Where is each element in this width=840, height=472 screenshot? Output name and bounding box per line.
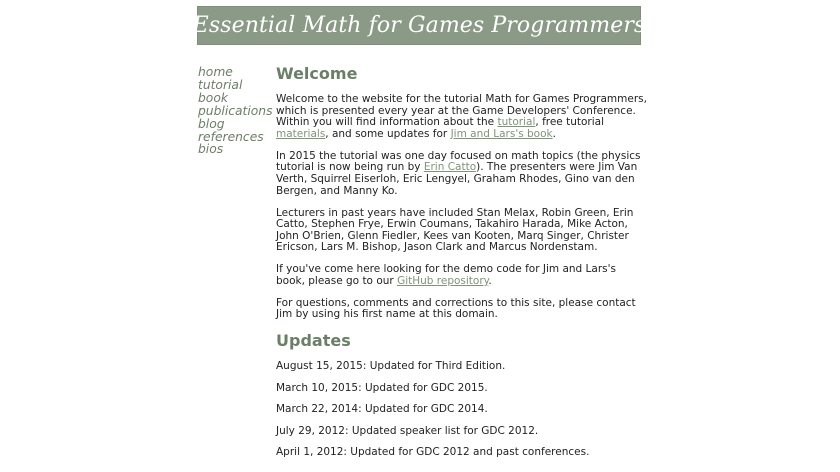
text: , free tutorial [535,116,605,129]
site-banner [192,6,646,45]
presenters-paragraph [276,151,648,197]
tutorial-link[interactable]: tutorial [497,116,536,129]
update-item: August 15, 2015: Updated for Third Edition. [276,360,506,373]
demo-code-paragraph [276,264,648,287]
sidebar-nav [198,65,273,157]
nav-bios[interactable]: bios [198,142,224,157]
main-content [276,64,648,468]
nav-home[interactable]: home [198,65,233,79]
site-title: Essential Math for Games Programmers [192,13,646,38]
text: Welcome to the website for the tutorial Math for Games Programmers, which is presented every year at the Game Developers' Conference. Within you will find information about the [276,93,647,129]
lecturers-paragraph: Lecturers in past years have included Stan Melax, Robin Green, Erin Catto, Stephen Frye, Erwin Coumans, Takahiro Harada, Mike Acton, John O'Brien, Glenn Fiedler, Kees van Kooten, Marq Singer, Christer Ericson, Lars M. Bishop, Jason Clark and Marcus Nordenstam. [276,206,634,254]
welcome-heading: Welcome [276,64,358,83]
update-item: March 10, 2015: Updated for GDC 2015. [276,381,488,394]
nav-publications[interactable]: publications [198,103,273,118]
nav-blog[interactable]: blog [198,116,225,131]
update-item: March 22, 2014: Updated for GDC 2014. [276,403,488,416]
text: , and some updates for [325,127,451,140]
updates-list [276,361,648,459]
updates-heading: Updates [276,331,351,351]
contact-paragraph: For questions, comments and corrections to this site, please contact Jim by using his first name at this domain. [276,296,636,321]
text: If you've come here looking for the demo code for Jim and Lars's book, please go to our [276,263,616,287]
nav-references[interactable]: references [198,129,264,144]
intro-paragraph [276,94,648,140]
text: . [488,274,492,287]
erin-catto-link[interactable]: Erin Catto [423,161,477,174]
text: In 2015 the tutorial was one day focused on math topics (the physics tutorial is now being run by [276,149,641,174]
nav-tutorial[interactable]: tutorial [198,77,243,92]
nav-book[interactable]: book [198,90,228,105]
text: . [552,127,556,140]
materials-link[interactable]: materials [276,127,326,140]
update-item: July 29, 2012: Updated speaker list for GDC 2012. [276,424,539,437]
github-link[interactable]: GitHub repository [397,274,489,287]
text: ). The presenters were Jim Van Verth, Squirrel Eiserloh, Eric Lengyel, Graham Rhodes, Gino van den Bergen, and Manny Ko. [276,161,638,197]
book-link[interactable]: Jim and Lars's book [450,127,553,140]
update-item: April 1, 2012: Updated for GDC 2012 and past conferences. [276,446,590,458]
